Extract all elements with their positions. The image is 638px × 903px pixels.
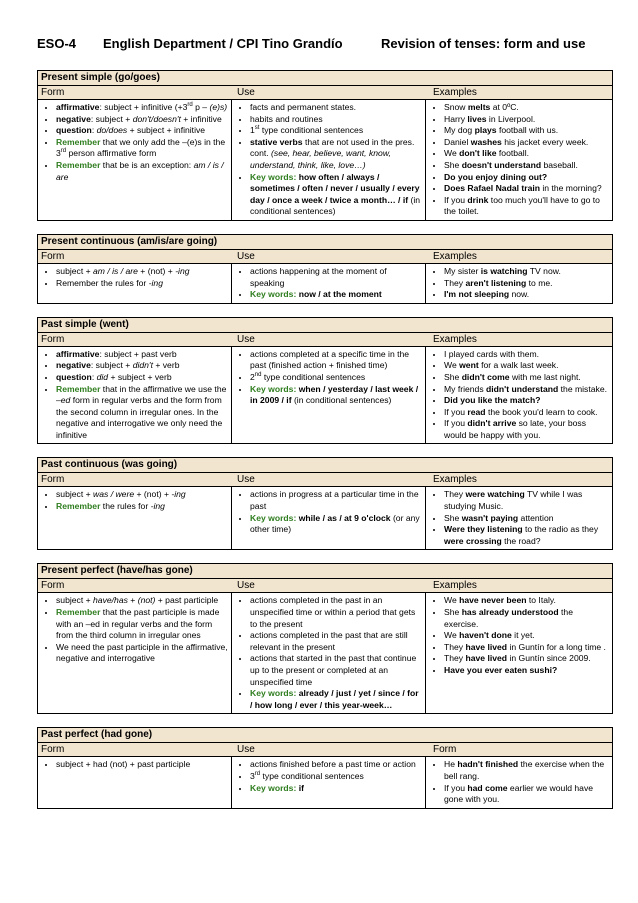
examples-cell bbox=[426, 593, 612, 713]
list-item: • Did you like the match? bbox=[444, 395, 609, 407]
worksheet bbox=[37, 36, 613, 822]
list-item: • They have lived in Guntín since 2009. bbox=[444, 653, 609, 665]
section-past-perfect bbox=[37, 727, 613, 808]
list-item: • actions completed at a specific time in the past (finished action + finished time) bbox=[250, 349, 422, 372]
list-item: • We don't like football. bbox=[444, 148, 609, 160]
list-item: • subject + had (not) + past participle bbox=[56, 759, 228, 771]
form-cell bbox=[38, 593, 232, 713]
column-headers bbox=[38, 250, 612, 264]
list-item: • Remember that the past participle is made with an –ed in regular verbs and the form from the third column in irregular ones bbox=[56, 607, 228, 642]
form-cell bbox=[38, 100, 232, 220]
form-cell bbox=[38, 347, 232, 444]
section-title: Present continuous (am/is/are going) bbox=[38, 235, 612, 250]
list-item: • question: do/does + subject + infinitive bbox=[56, 125, 228, 137]
list-item: • Do you enjoy dining out? bbox=[444, 172, 609, 184]
list-item: • actions in progress at a particular time in the past bbox=[250, 489, 422, 512]
col-examples: Examples bbox=[433, 580, 477, 592]
col-form-2: Form bbox=[433, 744, 457, 756]
list-item: • She wasn't paying attention bbox=[444, 513, 609, 525]
use-cell bbox=[232, 593, 426, 713]
section-title: Past simple (went) bbox=[38, 318, 612, 333]
section-present-simple bbox=[37, 70, 613, 221]
list-item: • actions finished before a past time or action bbox=[250, 759, 422, 771]
list-item: • Snow melts at 0ºC. bbox=[444, 102, 609, 114]
list-item: • Key words: already / just / yet / since / for / how long / ever / this year-week… bbox=[250, 688, 422, 711]
list-item: • Remember that we only add the –(e)s in the 3rd person affirmative form bbox=[56, 137, 228, 160]
list-item: • Have you ever eaten sushi? bbox=[444, 665, 609, 677]
col-form: Form bbox=[41, 580, 65, 592]
list-item: • Daniel washes his jacket every week. bbox=[444, 137, 609, 149]
col-examples: Examples bbox=[433, 87, 477, 98]
list-item: • We need the past participle in the affirmative, negative and interrogative bbox=[56, 642, 228, 665]
list-item: • negative: subject + don't/doesn't + infinitive bbox=[56, 114, 228, 126]
list-item: • They aren't listening to me. bbox=[444, 278, 609, 290]
department-label: English Department / CPI Tino Grandío bbox=[103, 36, 343, 51]
list-item: • habits and routines bbox=[250, 114, 422, 126]
column-headers bbox=[38, 333, 612, 347]
list-item: • If you had come earlier we would have gone with you. bbox=[444, 783, 609, 806]
col-form: Form bbox=[41, 744, 65, 756]
col-use: Use bbox=[237, 333, 255, 345]
list-item: • affirmative: subject + past verb bbox=[56, 349, 228, 361]
list-item: • She didn't come with me last night. bbox=[444, 372, 609, 384]
document-title: Revision of tenses: form and use bbox=[381, 36, 586, 51]
list-item: • facts and permanent states. bbox=[250, 102, 422, 114]
form-cell bbox=[38, 757, 232, 807]
use-cell bbox=[232, 100, 426, 220]
col-use: Use bbox=[237, 580, 255, 592]
use-cell bbox=[232, 487, 426, 549]
list-item: • He hadn't finished the exercise when the bell rang. bbox=[444, 759, 609, 782]
section-present-continuous bbox=[37, 234, 613, 304]
examples-cell bbox=[426, 347, 612, 444]
use-cell bbox=[232, 757, 426, 807]
list-item: • subject + was / were + (not) + -ing bbox=[56, 489, 228, 501]
col-form: Form bbox=[41, 87, 65, 98]
list-item: • subject + am / is / are + (not) + -ing bbox=[56, 266, 228, 278]
column-headers bbox=[38, 473, 612, 487]
list-item: • If you read the book you'd learn to cook. bbox=[444, 407, 609, 419]
list-item: • Remember that be is an exception: am / is / are bbox=[56, 160, 228, 183]
list-item: • stative verbs that are not used in the pres. cont. (see, hear, believe, want, know, understand, think, like, love…) bbox=[250, 137, 422, 172]
section-present-perfect bbox=[37, 563, 613, 714]
list-item: • My friends didn't understand the mistake. bbox=[444, 384, 609, 396]
list-item: • Remember the rules for -ing bbox=[56, 278, 228, 290]
form-cell bbox=[38, 264, 232, 303]
list-item: • They have lived in Guntín for a long time . bbox=[444, 642, 609, 654]
form-cell bbox=[38, 487, 232, 549]
document-header bbox=[37, 36, 613, 58]
col-use: Use bbox=[237, 250, 255, 262]
col-examples: Examples bbox=[433, 333, 477, 345]
col-form: Form bbox=[41, 474, 65, 486]
list-item: • We went for a walk last week. bbox=[444, 360, 609, 372]
col-examples: Examples bbox=[433, 474, 477, 486]
section-title: Present perfect (have/has gone) bbox=[38, 564, 612, 579]
list-item: • Were they listening to the radio as they were crossing the road? bbox=[444, 524, 609, 547]
examples-cell bbox=[426, 264, 612, 303]
col-use: Use bbox=[237, 744, 255, 756]
list-item: • My sister is watching TV now. bbox=[444, 266, 609, 278]
list-item: • subject + have/has + (not) + past participle bbox=[56, 595, 228, 607]
list-item: • 2nd type conditional sentences bbox=[250, 372, 422, 384]
column-headers bbox=[38, 579, 612, 593]
list-item: • actions completed in the past in an unspecified time or within a period that gets to the present bbox=[250, 595, 422, 630]
list-item: • We have never been to Italy. bbox=[444, 595, 609, 607]
column-headers bbox=[38, 743, 612, 757]
list-item: • Key words: if bbox=[250, 783, 422, 795]
list-item: • I played cards with them. bbox=[444, 349, 609, 361]
list-item: • 3rd type conditional sentences bbox=[250, 771, 422, 783]
list-item: • She doesn't understand baseball. bbox=[444, 160, 609, 172]
course-label: ESO-4 bbox=[37, 36, 77, 51]
section-past-simple bbox=[37, 317, 613, 445]
list-item: • negative: subject + didn't + verb bbox=[56, 360, 228, 372]
list-item: • I'm not sleeping now. bbox=[444, 289, 609, 301]
list-item: • 1st type conditional sentences bbox=[250, 125, 422, 137]
list-item: • She has already understood the exercise. bbox=[444, 607, 609, 630]
col-use: Use bbox=[237, 474, 255, 486]
list-item: • If you drink too much you'll have to go to the toilet. bbox=[444, 195, 609, 218]
col-examples: Examples bbox=[433, 250, 477, 262]
list-item: • Harry lives in Liverpool. bbox=[444, 114, 609, 126]
list-item: • Remember the rules for -ing bbox=[56, 501, 228, 513]
list-item: • Key words: now / at the moment bbox=[250, 289, 422, 301]
section-past-continuous bbox=[37, 457, 613, 550]
list-item: • affirmative: subject + infinitive (+3rd p – (e)s) bbox=[56, 102, 228, 114]
examples-cell bbox=[426, 487, 612, 549]
use-cell bbox=[232, 264, 426, 303]
col-use: Use bbox=[237, 87, 255, 98]
list-item: • question: did + subject + verb bbox=[56, 372, 228, 384]
section-title: Past continuous (was going) bbox=[38, 458, 612, 473]
list-item: • My dog plays football with us. bbox=[444, 125, 609, 137]
examples-cell bbox=[426, 757, 612, 807]
list-item: • They were watching TV while I was studying Music. bbox=[444, 489, 609, 512]
list-item: • Key words: while / as / at 9 o'clock (or any other time) bbox=[250, 513, 422, 536]
list-item: • Does Rafael Nadal train in the morning? bbox=[444, 183, 609, 195]
section-title: Past perfect (had gone) bbox=[38, 728, 612, 743]
col-form: Form bbox=[41, 250, 65, 262]
use-cell bbox=[232, 347, 426, 444]
list-item: • Remember that in the affirmative we use the –ed form in regular verbs and the form from the second column in irregular ones. In the negative and interrogative we only need the infinitive bbox=[56, 384, 228, 442]
list-item: • actions happening at the moment of speaking bbox=[250, 266, 422, 289]
column-headers bbox=[38, 86, 612, 100]
list-item: • Key words: how often / always / sometimes / often / never / usually / every day / once a week / twice a month… / if (in conditional sentences) bbox=[250, 172, 422, 218]
list-item: • actions completed in the past that are still relevant in the present bbox=[250, 630, 422, 653]
list-item: • If you didn't arrive so late, your boss would be happy with you. bbox=[444, 418, 609, 441]
col-form: Form bbox=[41, 333, 65, 345]
section-title: Present simple (go/goes) bbox=[38, 71, 612, 86]
list-item: • We haven't done it yet. bbox=[444, 630, 609, 642]
list-item: • Key words: when / yesterday / last week / in 2009 / if (in conditional sentences) bbox=[250, 384, 422, 407]
list-item: • actions that started in the past that continue up to the present or completed at an unspecified time bbox=[250, 653, 422, 688]
examples-cell bbox=[426, 100, 612, 220]
